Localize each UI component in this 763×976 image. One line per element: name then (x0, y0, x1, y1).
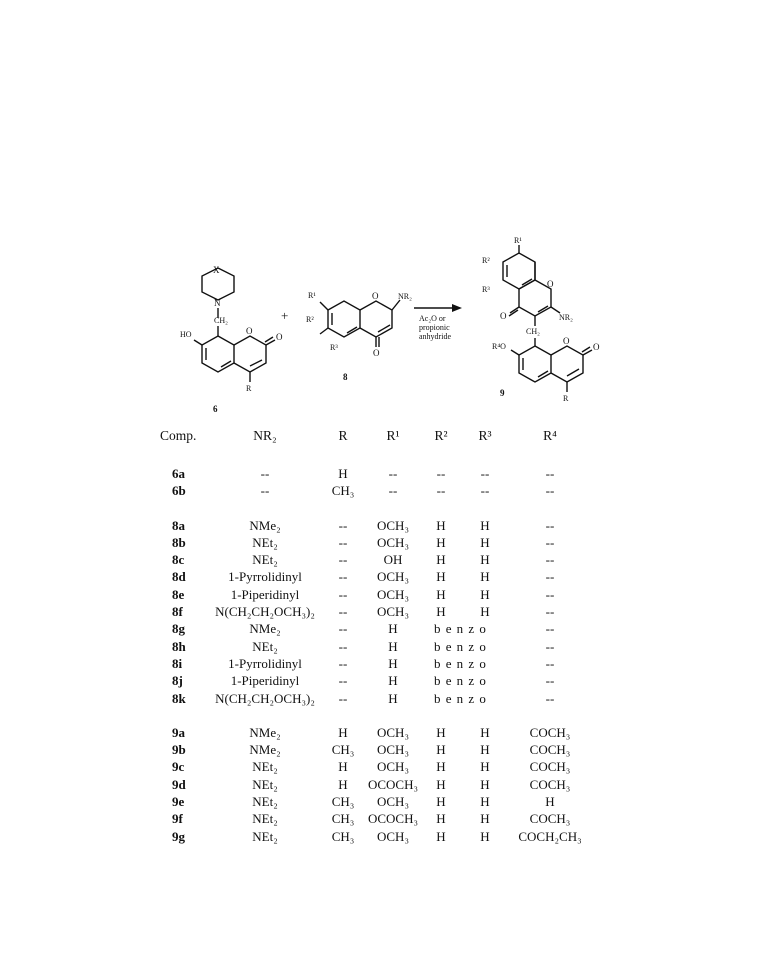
table-row (150, 586, 610, 603)
atom-r3-8: R³ (330, 343, 338, 352)
cell-r: H (338, 724, 348, 740)
cell-r2-r3-benzo: benzo (434, 621, 492, 637)
atom-r-9: R (563, 394, 569, 403)
atom-o-ring-9b: O (563, 336, 570, 346)
cell-r4: -- (545, 673, 555, 689)
cell-r: -- (338, 604, 348, 620)
cell-nr2: NMe₂ (249, 724, 281, 740)
cell-comp: 8h (172, 638, 186, 654)
cell-nr2: NEt₂ (252, 794, 278, 810)
cell-nr2: NEt₂ (252, 552, 278, 568)
atom-r2-9: R² (482, 256, 490, 265)
cell-r4: COCH₂CH₃ (518, 828, 582, 844)
reagent-line-1: Ac₂O or (419, 314, 446, 323)
cell-comp: 8f (172, 604, 183, 620)
cell-r2: H (436, 517, 446, 533)
cell-nr2: 1-Piperidinyl (230, 673, 300, 689)
header-r2: R² (434, 428, 448, 443)
cell-r1: OCH₃ (377, 517, 409, 533)
cell-r2: H (436, 742, 446, 758)
cell-r: -- (338, 552, 348, 568)
cell-r4: -- (545, 690, 555, 706)
cell-r1: OCH₃ (377, 759, 409, 775)
cell-r4: -- (545, 466, 555, 481)
cell-nr2: 1-Piperidinyl (230, 586, 300, 602)
cell-r4: -- (545, 569, 555, 585)
atom-r-6: R (246, 384, 252, 393)
cell-comp: 9e (172, 794, 185, 810)
reagent-line-2: propionic (419, 323, 450, 332)
plus-sign: + (281, 308, 289, 323)
table-row (150, 741, 610, 758)
cell-r4: -- (545, 638, 555, 654)
table-row (150, 776, 610, 793)
table-row (150, 758, 610, 775)
cell-r2: H (436, 586, 446, 602)
header-r4: R⁴ (543, 428, 557, 443)
cell-r4: -- (545, 621, 555, 637)
cell-nr2: NMe₂ (249, 742, 281, 758)
cell-r: -- (338, 673, 348, 689)
cell-comp: 8b (172, 534, 186, 550)
atom-r2-8: R² (306, 315, 314, 324)
cell-r2: H (436, 776, 446, 792)
cell-comp: 9a (172, 724, 185, 740)
table-row (150, 655, 610, 672)
atom-o-carbonyl-9: O (500, 311, 507, 321)
cell-r: H (338, 759, 348, 775)
cell-r3: H (480, 828, 490, 844)
header-r1: R¹ (386, 428, 400, 443)
atom-o-carbonyl-8: O (373, 348, 380, 358)
table-row (150, 810, 610, 827)
cell-nr2: NEt₂ (252, 776, 278, 792)
cell-comp: 8j (172, 673, 183, 689)
cell-comp: 8c (172, 552, 185, 568)
table-header-row (150, 424, 610, 448)
cell-comp: 9c (172, 759, 185, 775)
reaction-scheme (0, 0, 763, 420)
cell-r1: OCH₃ (377, 724, 409, 740)
cell-r2: -- (436, 466, 446, 481)
atom-nr2-8: NR₂ (398, 292, 412, 301)
cell-r: -- (338, 690, 348, 706)
cell-nr2: N(CH₂CH₂OCH₃)₂ (215, 690, 315, 706)
cell-r: CH₃ (331, 811, 355, 827)
cell-nr2: 1-Pyrrolidinyl (228, 655, 302, 671)
cell-r: CH₃ (331, 828, 355, 844)
cell-r4: -- (545, 586, 555, 602)
header-r3: R³ (478, 428, 492, 443)
table-row (150, 603, 610, 620)
atom-ch2: CH₂ (214, 316, 228, 325)
cell-r2: H (436, 552, 446, 568)
cell-r1: H (388, 638, 398, 654)
table-row (150, 672, 610, 689)
table-row (150, 828, 610, 845)
cell-r2: H (436, 811, 446, 827)
cell-r1: H (388, 673, 398, 689)
cell-r1: -- (388, 483, 398, 499)
cell-r1: OCOCH₃ (367, 811, 419, 827)
header-r: R (338, 428, 348, 443)
atom-o-carbonyl-6: O (276, 332, 283, 342)
cell-r1: H (388, 690, 398, 706)
atom-o-carbonyl-9b: O (593, 342, 600, 352)
table-row (150, 620, 610, 637)
cell-nr2: NMe₂ (249, 517, 281, 533)
cell-comp: 9f (172, 811, 183, 827)
cell-r2: H (436, 724, 446, 740)
cell-comp: 8e (172, 586, 185, 602)
cell-nr2: NEt₂ (252, 759, 278, 775)
cell-r1: OCH₃ (377, 604, 409, 620)
cell-r2: -- (436, 483, 446, 499)
cell-nr2: NEt₂ (252, 828, 278, 844)
cell-r: -- (338, 638, 348, 654)
atom-o-ring-9: O (547, 279, 554, 289)
atom-r4o: R⁴O (492, 342, 506, 351)
reagent-line-3: anhydride (419, 332, 451, 341)
cell-nr2: NEt₂ (252, 811, 278, 827)
cell-nr2: NMe₂ (249, 621, 281, 637)
cell-r3: H (480, 517, 490, 533)
cell-r2: H (436, 604, 446, 620)
table-row (150, 534, 610, 551)
header-comp: Comp. (160, 428, 197, 443)
cell-comp: 6a (172, 466, 185, 481)
cell-r1: OH (383, 552, 403, 568)
cell-r2-r3-benzo: benzo (434, 673, 492, 689)
atom-r3-9: R³ (482, 285, 490, 294)
compound-9-structure (482, 236, 600, 403)
cell-r3: H (480, 742, 490, 758)
cell-r4: COCH₃ (529, 742, 571, 758)
cell-r1: OCH₃ (377, 828, 409, 844)
cell-r: -- (338, 621, 348, 637)
cell-r1: OCH₃ (377, 794, 409, 810)
cell-r3: H (480, 534, 490, 550)
cell-nr2: -- (260, 483, 270, 499)
cell-r4: -- (545, 655, 555, 671)
atom-r1-9: R¹ (514, 236, 522, 245)
compound-6-structure (180, 265, 283, 414)
cell-r2: H (436, 794, 446, 810)
cell-r1: OCOCH₃ (367, 776, 419, 792)
cell-r2-r3-benzo: benzo (434, 690, 492, 706)
cell-r3: H (480, 794, 490, 810)
cell-r4: -- (545, 517, 555, 533)
header-nr2: NR₂ (253, 428, 277, 443)
cell-r2: H (436, 534, 446, 550)
cell-comp: 8d (172, 569, 186, 585)
cell-r3: -- (480, 483, 490, 499)
cell-r4: -- (545, 552, 555, 568)
atom-x: X (213, 265, 220, 275)
compound-8-structure (306, 291, 412, 382)
cell-r4: COCH₃ (529, 776, 571, 792)
cell-r4: COCH₃ (529, 724, 571, 740)
cell-comp: 8g (172, 621, 185, 637)
cell-r2: H (436, 828, 446, 844)
atom-r1-8: R¹ (308, 291, 316, 300)
cell-r: CH₃ (331, 483, 355, 499)
cell-comp: 9g (172, 828, 185, 844)
cell-comp: 9b (172, 742, 186, 758)
table-row (150, 690, 610, 707)
cell-r3: H (480, 724, 490, 740)
cell-r3: H (480, 604, 490, 620)
cell-r: -- (338, 569, 348, 585)
cell-r2-r3-benzo: benzo (434, 655, 492, 671)
table-row (150, 517, 610, 534)
cell-r1: OCH₃ (377, 569, 409, 585)
cell-r1: OCH₃ (377, 534, 409, 550)
reaction-arrow (414, 304, 462, 341)
cell-r3: H (480, 552, 490, 568)
cell-r1: OCH₃ (377, 742, 409, 758)
compound-label-9: 9 (500, 388, 505, 398)
cell-r3: H (480, 569, 490, 585)
cell-comp: 6b (172, 483, 186, 499)
cell-r1: H (388, 621, 398, 637)
cell-r4: -- (545, 604, 555, 620)
compound-label-8: 8 (343, 372, 348, 382)
substituent-table (150, 424, 610, 845)
cell-r: -- (338, 655, 348, 671)
cell-r4: COCH₃ (529, 811, 571, 827)
cell-nr2: NEt₂ (252, 638, 278, 654)
table-row (150, 793, 610, 810)
cell-r: -- (338, 534, 348, 550)
atom-ch2-9: CH₂ (526, 327, 540, 336)
cell-r3: H (480, 776, 490, 792)
atom-n: N (214, 298, 221, 308)
cell-comp: 8k (172, 690, 186, 706)
cell-r: -- (338, 517, 348, 533)
atom-ho: HO (180, 330, 192, 339)
table-row (150, 551, 610, 568)
table-row (150, 482, 610, 499)
atom-nr2-9: NR₂ (559, 313, 573, 322)
table-row (150, 724, 610, 741)
cell-r3: -- (480, 466, 490, 481)
cell-r2-r3-benzo: benzo (434, 638, 492, 654)
cell-r4: -- (545, 534, 555, 550)
table-row (150, 465, 610, 482)
table-row (150, 638, 610, 655)
cell-r3: H (480, 811, 490, 827)
cell-r1: -- (388, 466, 398, 481)
atom-o-ring-8: O (372, 291, 379, 301)
cell-r3: H (480, 586, 490, 602)
cell-comp: 8a (172, 517, 185, 533)
cell-r2: H (436, 759, 446, 775)
cell-nr2: NEt₂ (252, 534, 278, 550)
cell-nr2: N(CH₂CH₂OCH₃)₂ (215, 604, 315, 620)
cell-r: CH₃ (331, 742, 355, 758)
cell-r: -- (338, 586, 348, 602)
cell-nr2: 1-Pyrrolidinyl (228, 569, 302, 585)
atom-o-ring-6: O (246, 326, 253, 336)
cell-r1: OCH₃ (377, 586, 409, 602)
compound-label-6: 6 (213, 404, 218, 414)
cell-r: CH₃ (331, 794, 355, 810)
cell-r4: H (545, 794, 555, 810)
cell-nr2: -- (260, 466, 270, 481)
cell-r: H (338, 466, 348, 481)
table-row (150, 568, 610, 585)
cell-comp: 9d (172, 776, 186, 792)
cell-r: H (338, 776, 348, 792)
cell-r4: -- (545, 483, 555, 499)
cell-r1: H (388, 655, 398, 671)
cell-comp: 8i (172, 655, 183, 671)
cell-r3: H (480, 759, 490, 775)
cell-r2: H (436, 569, 446, 585)
cell-r4: COCH₃ (529, 759, 571, 775)
